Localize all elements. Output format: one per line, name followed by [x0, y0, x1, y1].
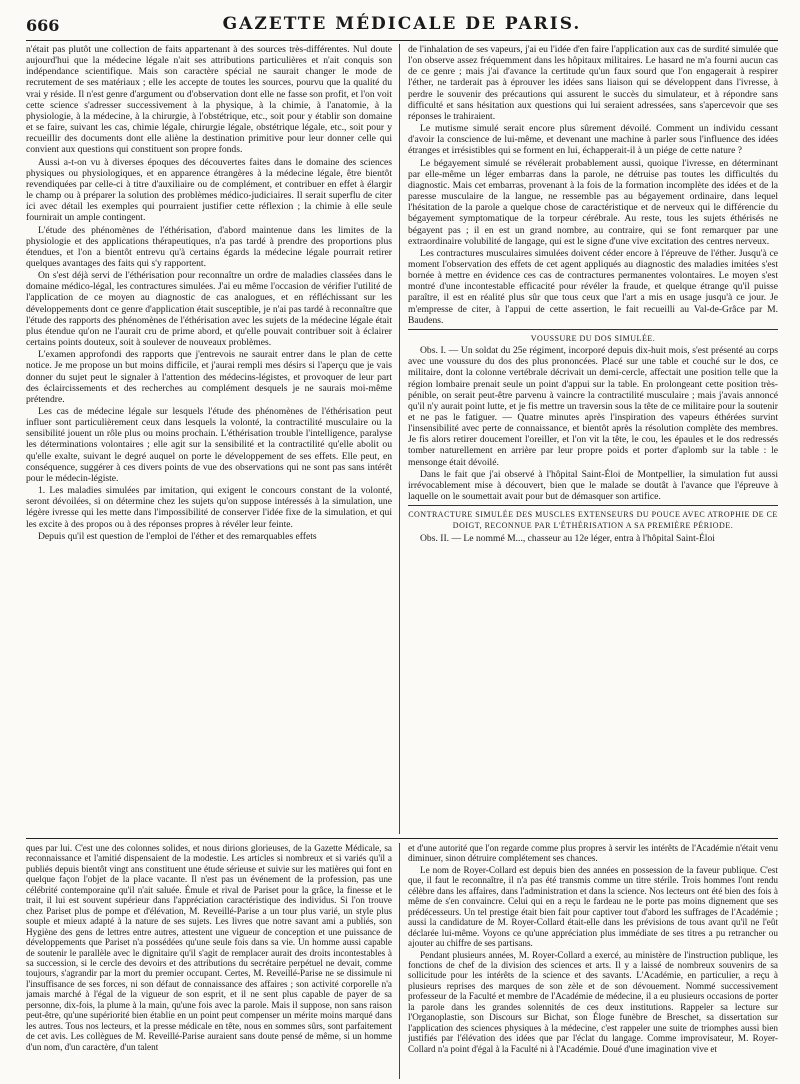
- page-header: [26, 14, 778, 40]
- paragraph: de l'inhalation de ses vapeurs, j'ai eu l'idée d'en faire l'application aux cas de surdité simulée que l'on observe assez fréquemment dans les hôpitaux militaires. Le hasard ne m'a fourni aucun cas de ce genre ; mais j'ai d'avance la certitude qu'un faux sourd que l'on engagerait à respirer l'éther, ne tarderait pas à éprouver les idées sans liaison qui se développent dans l'ivresse, à perdre le souvenir des précautions qui assurent le succès du simulateur, et à répondre sans difficulté et sans hésitation aux questions qui lui seraient adressées, sans s'apercevoir que ses réponses le trahiraient.: [408, 44, 778, 122]
- left-column: [26, 44, 392, 834]
- journal-title: GAZETTE MÉDICALE DE PARIS.: [222, 14, 582, 34]
- paragraph: Les contractures musculaires simulées doivent céder encore à l'épreuve de l'éther. Jusqu'à ce moment l'observation des effets de cet agent appliqués au diagnostic des maladies imitées s'est bornée à mettre en évidence ces cas de contractures permanentes volontaires. Le moyen s'est montré d'une incontestable efficacité pour révéler la fraude, et quelque étrange qu'il puisse paraître, il est en réalité plus sûr que tous ceux que l'art a mis en usage jusqu'à ce jour. Je m'empresse de citer, à l'appui de cette assertion, le fait recueilli au Val-de-Grâce par M. Baudens.: [408, 247, 778, 326]
- paragraph: On s'est déjà servi de l'éthérisation pour reconnaître un ordre de maladies classées dans le domaine médico-légal, les contractures simulées. J'ai eu même l'occasion de vérifier l'utilité de l'application de ce moyen au diagnostic de cas analogues, et en réfléchissant sur les développements dont ce genre d'application était susceptible, je n'ai pas tardé à reconnaître que l'étude des rapports des phénomènes de l'éthérisation avec les sujets de la médecine légale était plus étendue qu'on ne l'aurait cru de prime abord, et qu'elle pouvait contribuer soit à éclairer certains points douteux, soit à soulever de nouveaux problèmes.: [26, 270, 392, 349]
- paragraph: Dans le fait que j'ai observé à l'hôpital Saint-Éloi de Montpellier, la simulation fut aussi irrévocablement mise à découvert, bien que le malade se doutât à l'avance que l'épreuve à laquelle on le soumettait avait pour but de démasquer son artifice.: [408, 468, 778, 503]
- paragraph: L'examen approfondi des rapports que j'entrevois ne saurait entrer dans le plan de cette notice. Je me propose un but moins difficile, et j'aurai rempli mes désirs si l'aperçu que je vais donner du sujet peut le signaler à l'attention des médecins-légistes, et provoquer de leur part des éclaircissements et des recherches au complément desquels je ne saurais moi-même prétendre.: [26, 349, 392, 405]
- feuilleton-left-column: [26, 843, 392, 1079]
- paragraph: Aussi a-t-on vu à diverses époques des découvertes faites dans le domaine des sciences physiques ou physiologiques, et en apparence étrangères à la médecine légale, être bientôt revendiquées par celle-ci à titre d'auxiliaire ou de complément, et contribuer en effet à élargir le champ ou à préparer la solution des problèmes médico-judiciaires. Il serait superflu de citer ici avec détail les exemples qui pourraient justifier cette réflexion ; la chimie à elle seule fournirait un ample contingent.: [26, 156, 392, 224]
- paragraph: ques par lui. C'est une des colonnes solides, et nous dirions glorieuses, de la Gazette Médicale, sa reconnaissance et l'amitié dispensaient de la modestie. Les articles si nombreux et si variés qu'il a publiés depuis bientôt vingt ans constituent une étude sérieuse et suivie sur les matières qui font en quelque façon l'objet de la place vacante. Il n'est pas un événement de la profession, pas une célébrité contemporaine qu'il n'ait saluée. Émule et rival de Pariset pour la grâce, la finesse et le trait, il lui est souvent supérieur dans l'appréciation caractéristique des individus. Si l'on trouve chez Pariset plus de pompe et d'élévation, M. Reveillé-Parise a un tour plus varié, un style plus souple et mieux adapté à la nature de ses sujets. Les livres que notre savant ami a publiés, son Hygiène des gens de lettres entre autres, attestent une vigueur de conception et une puissance de développements que Pariset n'a possédées qu'une seule fois dans sa vie. Un homme aussi capable de soutenir le parallèle avec le dignitaire qu'il s'agit de remplacer aurait des droits incontestables à sa succession, si le cercle des devoirs et des attributions du secrétaire perpétuel ne devait, comme toujours, s'agrandir par la mort du premier occupant. Certes, M. Reveillé-Parise ne se dissimule ni l'insuffisance de ses forces, ni son défaut de connaissance des affaires ; son activité corporelle n'a jamais marché à l'égal de la vigueur de son esprit, et il ne sent plus capable de payer de sa personne, dix-fois, la plume à la main, qu'une fois avec la parole. Mais il suppose, non sans raison peut-être, qu'une supériorité bien établie en un point peut compenser un mérite moins marqué dans les autres. Tous nos lecteurs, et la presse médicale en tête, nous en sommes sûrs, sont parfaitement de cet avis. Les collègues de M. Reveillé-Parise auraient sans doute pensé de même, si un homme d'un nom, d'un caractère, d'un talent: [26, 843, 392, 1052]
- paragraph: Le mutisme simulé serait encore plus sûrement dévoilé. Comment un individu cessant d'avoir la conscience de lui-même, et devenant une machine à parler sous l'influence des idées étranges et irrésistibles qui se forment en lui, échapperait-il à un piége de cette nature ?: [408, 123, 778, 157]
- section-title: VOUSSURE DU DOS SIMULÉE.: [530, 333, 656, 343]
- feuilleton-rule: [26, 838, 778, 839]
- paragraph: Les cas de médecine légale sur lesquels l'étude des phénomènes de l'éthérisation peut influer sont particulièrement ceux dans lesquels la volonté, la contractilité musculaire ou la sensibilité jouent un rôle plus ou moins prochain. L'éthérisation trouble l'intelligence, paralyse les déterminations volontaires ; elle agit sur la sensibilité et la contractilité qu'elle abolit ou qu'elle exalte, suivant le degré auquel on porte le développement de ses effets. Elle peut, en conséquence, suggérer à ces divers points de vue des observations qui ne sont pas sans intérêt pour le médecin-légiste.: [26, 406, 392, 484]
- paragraph: L'étude des phénomènes de l'éthérisation, d'abord maintenue dans les limites de la physiologie et des applications thérapeutiques, n'a pas tardé à prendre des proportions plus étendues, et l'on a bientôt entrevu qu'à certains égards la médecine légale pourrait retirer quelques avantages des faits qui s'y rapportent.: [26, 224, 392, 269]
- header-rule: [26, 40, 778, 41]
- page-number: 666: [26, 16, 60, 35]
- feuilleton-right-column: [408, 843, 778, 1079]
- section-rule: [408, 505, 778, 506]
- paragraph: Le bégayement simulé se révélerait probablement aussi, quoique l'ivresse, en déterminant par elle-même un léger embarras dans la parole, ne détruise pas toutes les difficultés du diagnostic. Mais cet embarras, provenant à la fois de la formation incomplète des idées et de la paresse musculaire de la langue, ne ressemble pas au bégayement ordinaire, dans lequel l'hésitation de la parole a quelque chose de caractéristique et de nerveux qui le différencie du bégayement symptomatique de la torpeur cérébrale. Au reste, tous les sujets éthérisés ne bégayent pas ; il en est un grand nombre, au contraire, qui se font remarquer par une extraordinaire volubilité de langage, qui est le signe d'une vive excitation des centres nerveux.: [408, 157, 778, 247]
- paragraph: Depuis qu'il est question de l'emploi de l'éther et des remarquables effets: [38, 530, 317, 542]
- column-divider: [399, 44, 400, 834]
- observation-paragraph: Obs. I. — Un soldat du 25e régiment, incorporé depuis dix-huit mois, s'est présenté au corps avec une voussure du dos des plus prononcées. Placé sur une table et couché sur le dos, ce militaire, dont la colonne vertébrale décrivait un demi-cercle, affectait une position telle que la région lombaire prenait seule un point d'appui sur la table. En prolongeant cette position très-pénible, on serait peut-être parvenu à vaincre la contractilité musculaire ; mais j'avais annoncé qu'il n'y aurait point lutte, et je fis mettre un traversin sous la tête de ce militaire pour la soutenir et ne pas le fatiguer. — Quatre minutes après l'inspiration des vapeurs éthérées survint l'insensibilité avec perte de connaissance, et bientôt après la résolution complète des membres. Je fis alors retirer doucement l'oreiller, et l'on vit la tête, le cou, les épaules et le dos redressés tomber naturellement en arrière par leur propre poids et porter d'aplomb sur la table : le mensonge était dévoilé.: [408, 345, 778, 468]
- section-rule: [408, 329, 778, 330]
- paragraph: Pendant plusieurs années, M. Royer-Collard a exercé, au ministère de l'instruction publique, les fonctions de chef de la division des sciences et arts. Il y a laissé de nombreux souvenirs de sa sollicitude pour les intérêts de la science et des savants. L'Académie, en particulier, a reçu à plusieurs reprises des marques de son zèle et de son dévouement. Nommé successivement professeur de la Faculté et membre de l'Académie de médecine, il a eu plusieurs occasions de porter la parole dans les grandes solennités de ces deux institutions. Rappeler sa lecture sur l'Organoplastie, son Discours sur Bichat, son Éloge funèbre de Breschet, sa dissertation sur l'application des sciences physiques à la médecine, c'est rappeler une suite de triomphes aussi bien justifiés par l'élévation des idées que par l'éclat du langage. Comme improvisateur, M. Royer-Collard n'a point d'égal à la Faculté ni à l'Académie. Doué d'une imagination vive et: [408, 949, 778, 1054]
- paragraph: Le nom de Royer-Collard est depuis bien des années en possession de la faveur publique. C'est que, il faut le reconnaître, il n'a pas été transmis comme un titre stérile. Trois hommes l'ont rendu célèbre dans les affaires, dans l'administration et dans la science. Nos lecteurs ont été bien des fois à même de s'en convaincre. Celui qui en a reçu le fardeau ne le porte pas moins dignement que ses prédécesseurs. Un tel prestige était bien fait pour captiver tout d'abord les suffrages de l'Académie ; aussi la candidature de M. Royer-Collard était-elle dans les prévisions de tous avant qu'il ne l'eût déclarée lui-même. Voyons ce qu'une appréciation plus immédiate de ses titres a pu retrancher ou ajouter au chiffre de ses partisans.: [408, 864, 778, 949]
- paragraph: et d'une autorité que l'on regarde comme plus propres à servir les intérêts de l'Académie n'était venu diminuer, sinon détruire complétement ses chances.: [408, 843, 778, 864]
- observation-paragraph: Obs. II. — Le nommé M..., chasseur au 12e léger, entra à l'hôpital Saint-Éloi: [420, 532, 715, 544]
- right-column: [408, 44, 778, 834]
- paragraph: 1. Les maladies simulées par imitation, qui exigent le concours constant de la volonté, seront dévoilées, si on détermine chez les sujets qu'on suppose intéressés à la simulation, une légère ivresse qui les mette dans l'impossibilité de conserver l'idée fixe de la simulation, et qui les excite à des propos ou à des réponses propres à révéler leur feinte.: [26, 485, 392, 530]
- paragraph: n'était pas plutôt une collection de faits appartenant à des sources très-différentes. Nul doute aujourd'hui que la médecine légale n'ait ses attributions particulières et n'ait conquis son indépendance scientifique. Mais son caractère spécial ne saurait changer le mode de recrutement de ses matériaux ; elle les accepte de toutes les sources, pourvu que la qualité du vrai y réside. Il n'est genre d'argument ou d'observation dont elle ne fasse son profit, et l'on voit cette science s'adresser successivement à la physique, à la chimie, à l'anatomie, à la physiologie, à la médecine, à la chirurgie, à l'obstétrique, etc., soit pour y établir son domaine et se faire, suivant les cas, chimie légale, chirurgie légale, obstétrique légale, etc., soit pour y recueillir des documents dont elle aliène la destination primitive pour leur donner celle qui convient aux questions qui constituent son propre fonds.: [26, 44, 392, 156]
- section-title: CONTRACTURE SIMULÉE DES MUSCLES EXTENSEURS DU POUCE AVEC ATROPHIE DE CE DOIGT, RECONNUE PAR L'ÉTHÉRISATION A SA PREMIÈRE PÉRIODE.: [408, 510, 778, 531]
- feuilleton-divider: [399, 843, 400, 1079]
